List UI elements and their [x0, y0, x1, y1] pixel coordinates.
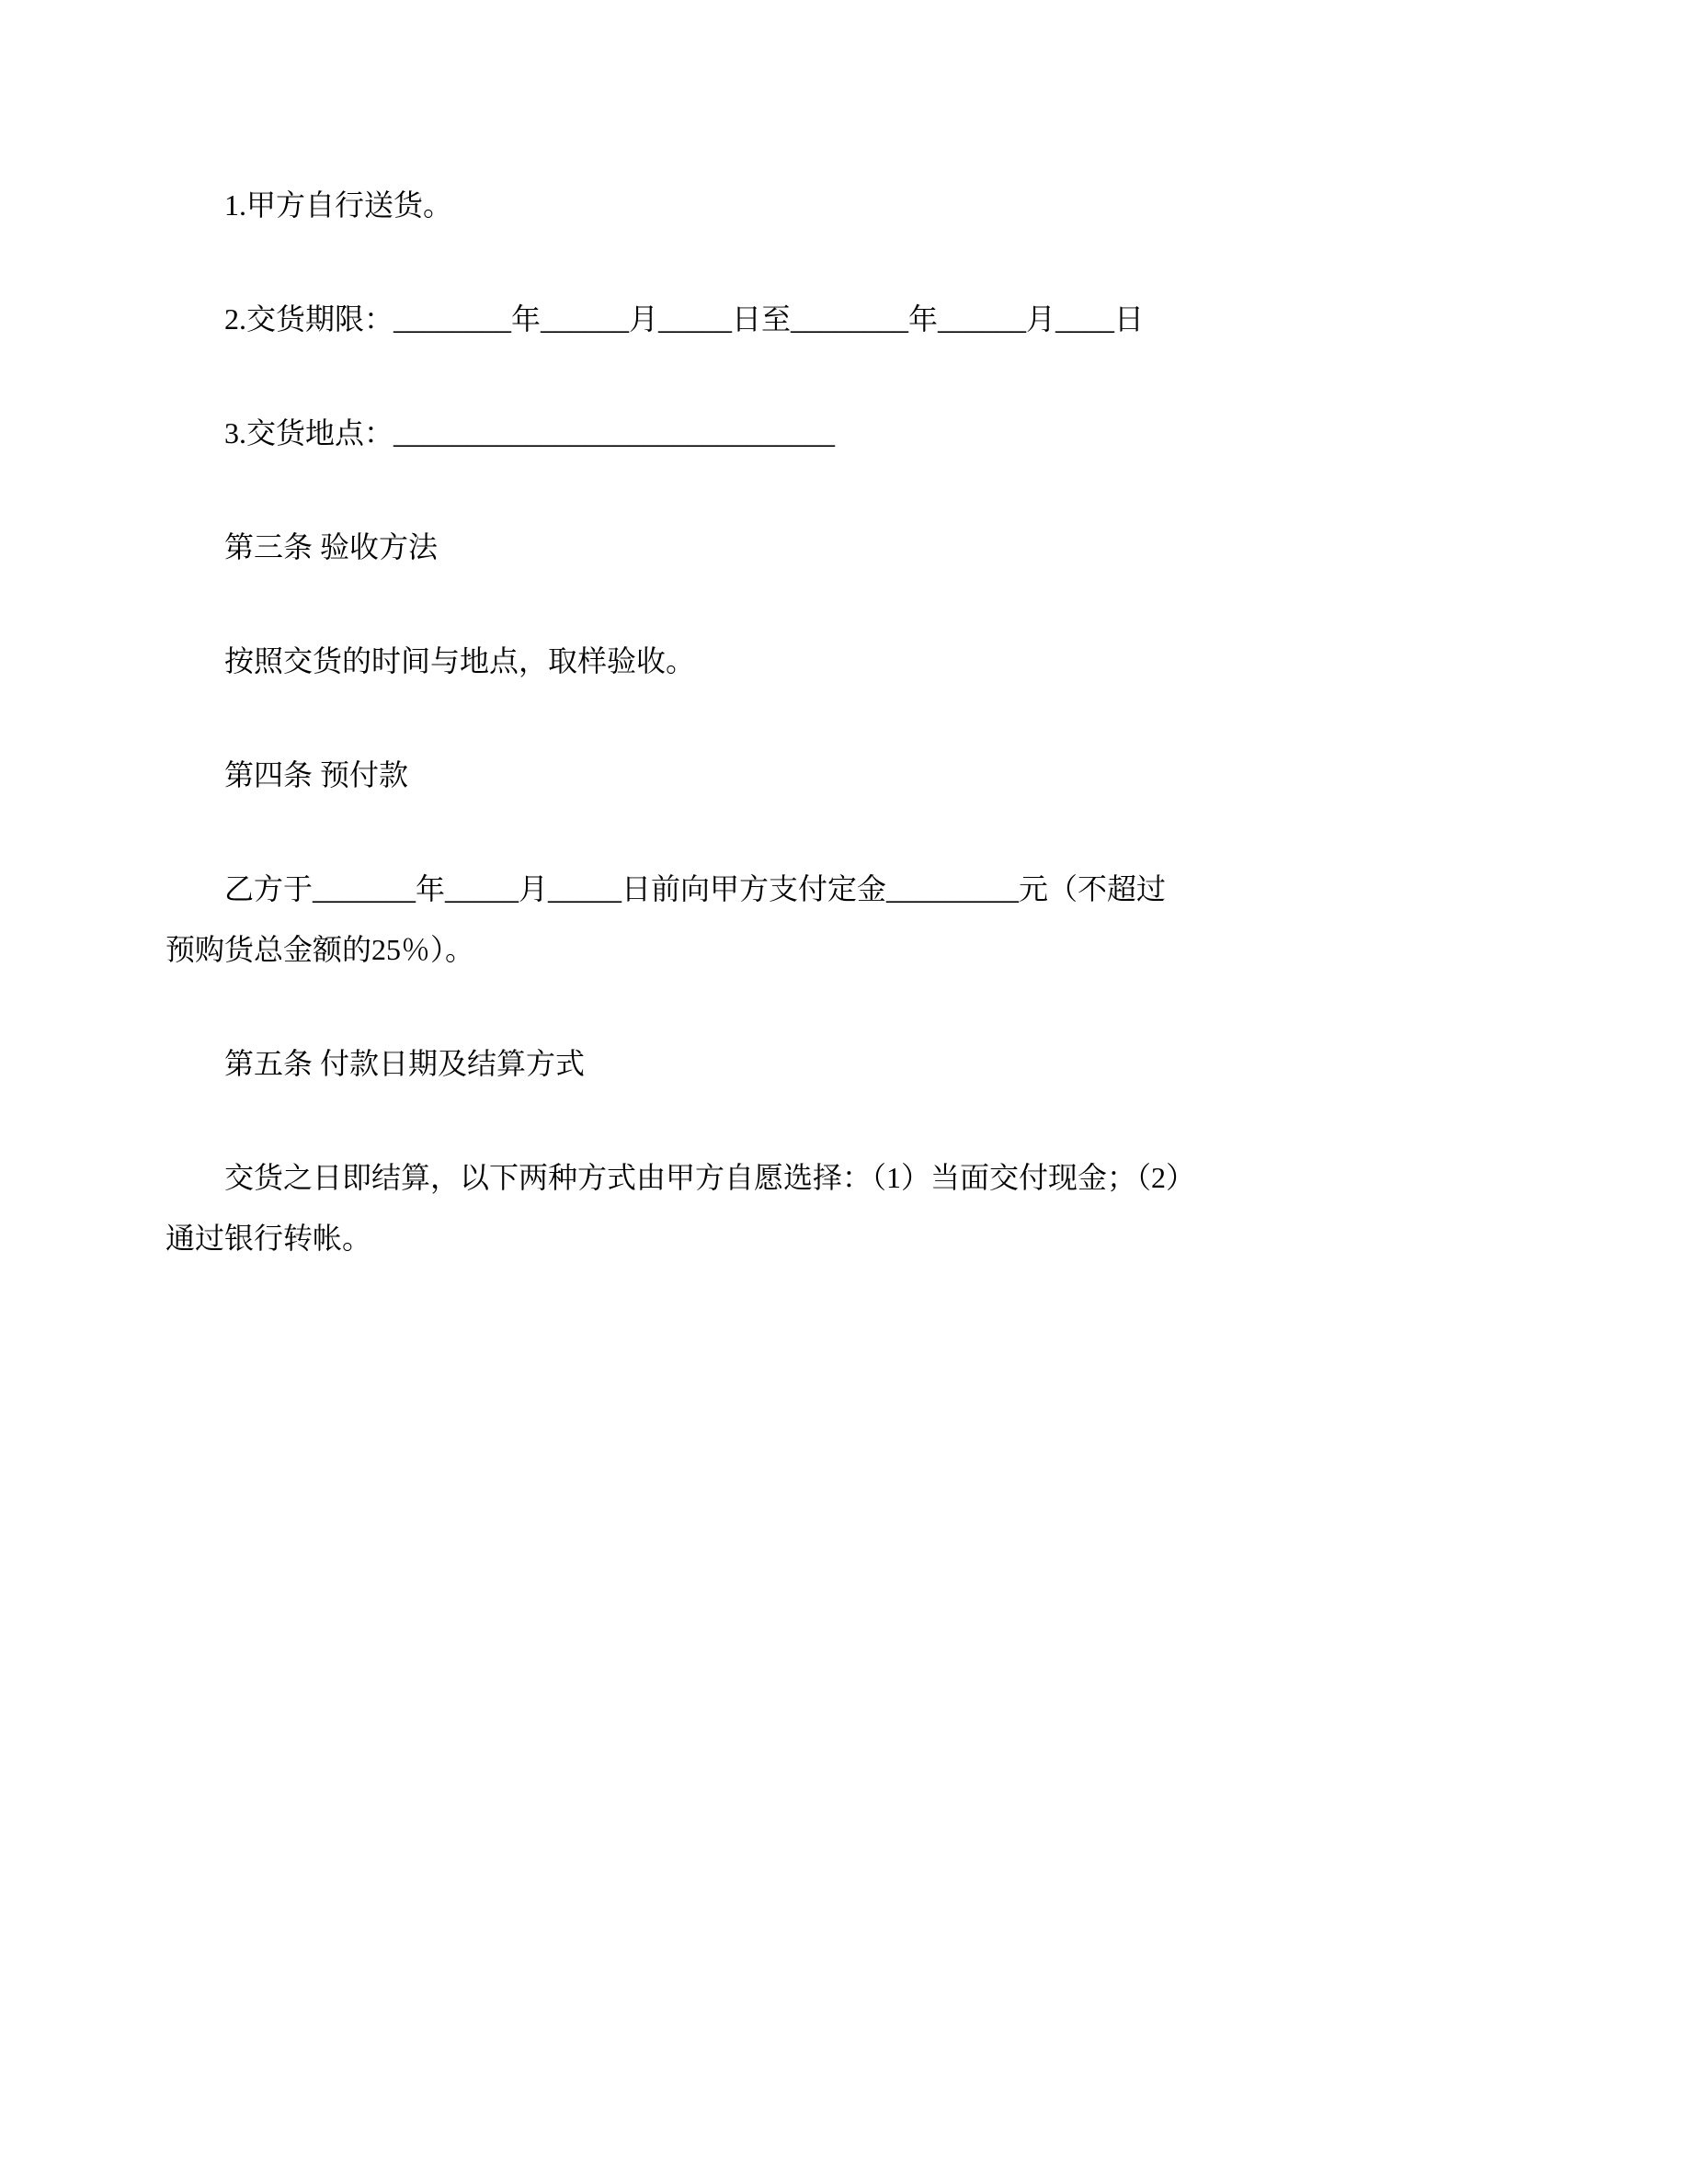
clause-3-text: 3.交货地点：______________________________	[224, 416, 836, 449]
article-5-heading-text: 第五条 付款日期及结算方式	[224, 1047, 586, 1080]
article-4-heading-text: 第四条 预付款	[224, 758, 409, 791]
article-5-body-line-2: 通过银行转帐。	[165, 1222, 372, 1255]
article-4-heading	[165, 745, 1523, 805]
article-4-body-line-1: 乙方于_______年_____月_____日前向甲方支付定金_________元（不超过	[224, 872, 1167, 905]
article-5-heading	[165, 1033, 1523, 1094]
clause-1-text: 1.甲方自行送货。	[224, 188, 453, 222]
clause-2-text: 2.交货期限：________年______月_____日至________年______月____日	[224, 302, 1145, 336]
article-4-body-line-2: 预购货总金额的25％）。	[165, 933, 475, 966]
article-5-body-line-1: 交货之日即结算，以下两种方式由甲方自愿选择：（1）当面交付现金；（2）	[224, 1161, 1196, 1194]
clause-3-delivery-place	[165, 403, 1523, 463]
article-4-body	[165, 859, 1523, 980]
article-3-body-text: 按照交货的时间与地点，取样验收。	[224, 644, 696, 677]
article-3-heading-text: 第三条 验收方法	[224, 530, 439, 563]
clause-2-delivery-deadline	[165, 289, 1523, 349]
clause-1-self-delivery	[165, 175, 1523, 235]
article-5-body	[165, 1147, 1523, 1268]
article-3-body	[165, 631, 1523, 691]
article-3-heading	[165, 517, 1523, 577]
